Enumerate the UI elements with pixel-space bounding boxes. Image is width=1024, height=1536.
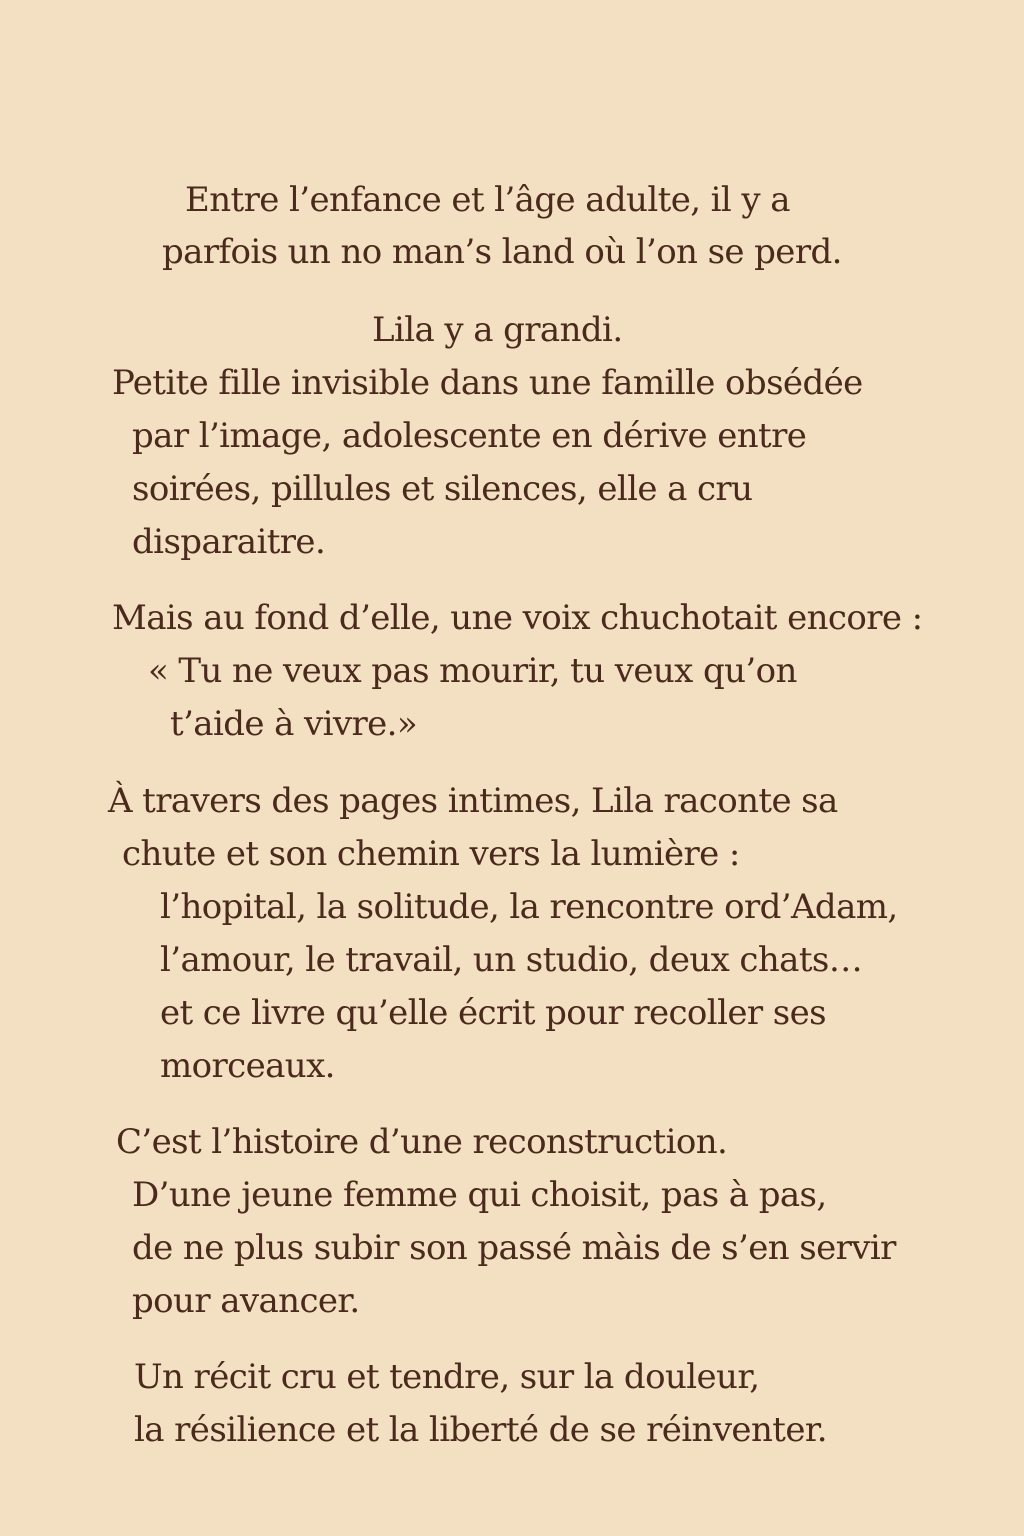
blurb-line: Un récit cru et tendre, sur la douleur, <box>134 1357 760 1397</box>
blurb-line: par l’image, adolescente en dérive entre <box>132 416 807 456</box>
blurb-line: C’est l’histoire d’une reconstruction. <box>116 1122 728 1162</box>
blurb-line: Lila y a grandi. <box>372 310 623 350</box>
blurb-line: disparaitre. <box>132 522 326 562</box>
blurb-line: t’aide à vivre.» <box>170 704 418 744</box>
blurb-line: Entre l’enfance et l’âge adulte, il y a <box>185 180 790 220</box>
blurb-line: de ne plus subir son passé màis de s’en servir <box>132 1228 896 1268</box>
blurb-line: chute et son chemin vers la lumière : <box>122 834 740 874</box>
blurb-line: D’une jeune femme qui choisit, pas à pas, <box>132 1175 827 1215</box>
blurb-line: Petite fille invisible dans une famille obsédée <box>112 363 863 403</box>
blurb-line: morceaux. <box>160 1046 335 1086</box>
blurb-line: soirées, pillules et silences, elle a cru <box>132 469 753 509</box>
blurb-line: l’hopital, la solitude, la rencontre ord’Adam, <box>160 887 898 927</box>
blurb-line: et ce livre qu’elle écrit pour recoller ses <box>160 993 826 1033</box>
blurb-line: la résilience et la liberté de se réinventer. <box>134 1410 827 1450</box>
blurb-line: parfois un no man’s land où l’on se perd. <box>162 232 842 272</box>
blurb-line: pour avancer. <box>132 1281 360 1321</box>
blurb-line: « Tu ne veux pas mourir, tu veux qu’on <box>148 651 797 691</box>
blurb-line: À travers des pages intimes, Lila raconte sa <box>108 781 838 821</box>
blurb-line: l’amour, le travail, un studio, deux chats… <box>160 940 863 980</box>
blurb-line: Mais au fond d’elle, une voix chuchotait encore : <box>112 598 923 638</box>
